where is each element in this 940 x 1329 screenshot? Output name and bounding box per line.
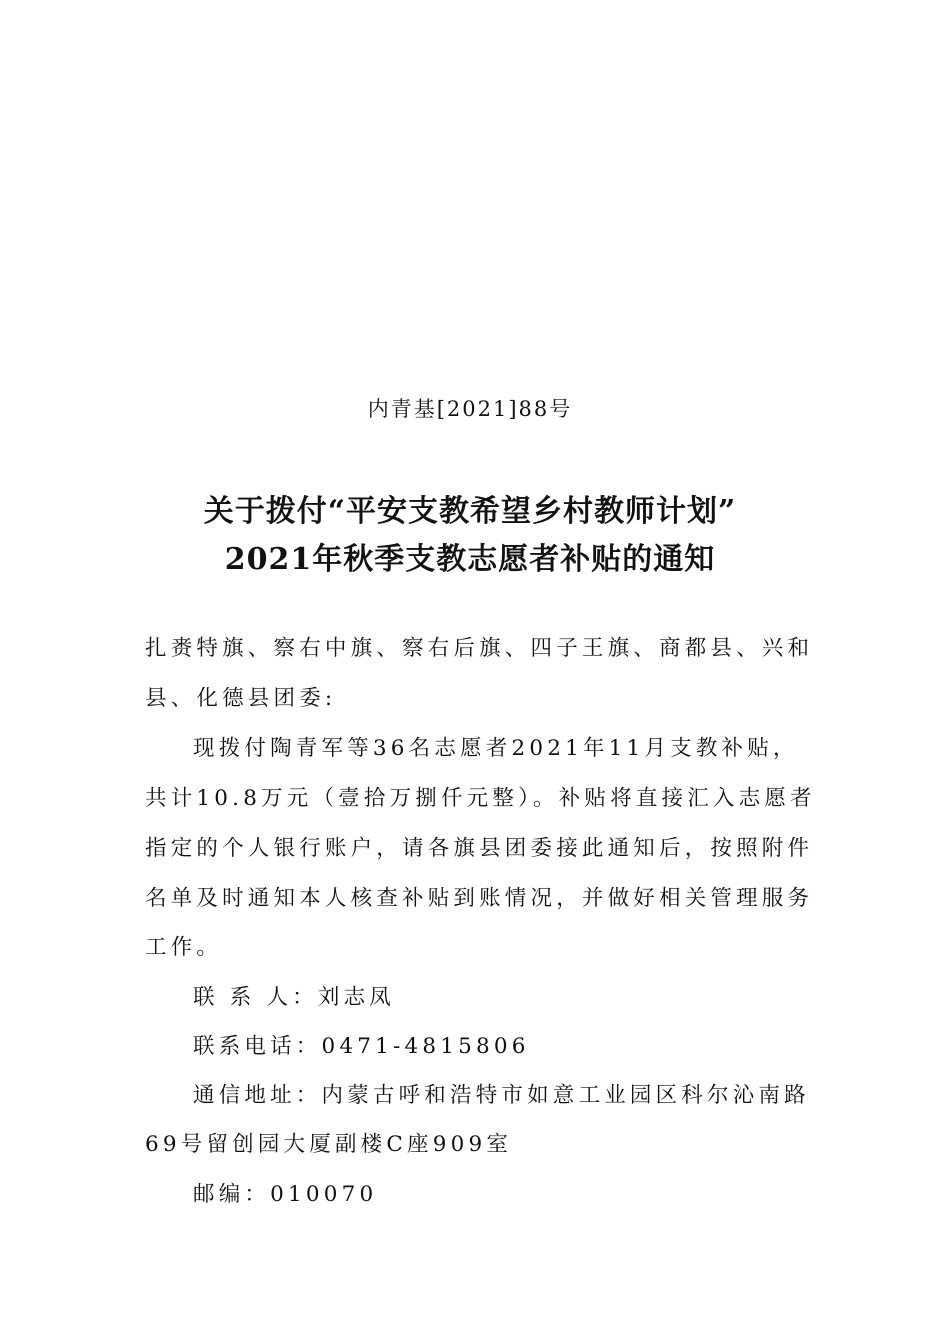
- contact-person: 联 系 人：刘志凤: [193, 985, 395, 1010]
- recipients-line-1: 扎赉特旗、察右中旗、察右后旗、四子王旗、商都县、兴和: [145, 636, 814, 661]
- contact-address-line-1: 通信地址：内蒙古呼和浩特市如意工业园区科尔沁南路: [193, 1083, 810, 1108]
- body-line-3: 指定的个人银行账户，请各旗县团委接此通知后，按照附件: [145, 836, 814, 861]
- contact-phone: 联系电话：0471-4815806: [193, 1034, 530, 1059]
- body-line-4: 名单及时通知本人核查补贴到账情况，并做好相关管理服务: [145, 886, 814, 911]
- recipients-line-2: 县、化德县团委:: [145, 686, 337, 711]
- body-line-1: 现拨付陶青军等36名志愿者2021年11月支教补贴，: [193, 736, 799, 761]
- body-line-2: 共计10.8万元（壹拾万捌仟元整）。补贴将直接汇入志愿者: [145, 786, 816, 811]
- document-number: 内青基[2021]88号: [367, 397, 573, 421]
- title-line-1: 关于拨付“平安支教希望乡村教师计划”: [203, 494, 737, 529]
- contact-postcode: 邮编：010070: [193, 1182, 378, 1207]
- title-line-2: 2021年秋季支教志愿者补贴的通知: [224, 542, 716, 577]
- contact-address-line-2: 69号留创园大厦副楼C座909室: [145, 1132, 513, 1157]
- body-line-5: 工作。: [145, 935, 223, 960]
